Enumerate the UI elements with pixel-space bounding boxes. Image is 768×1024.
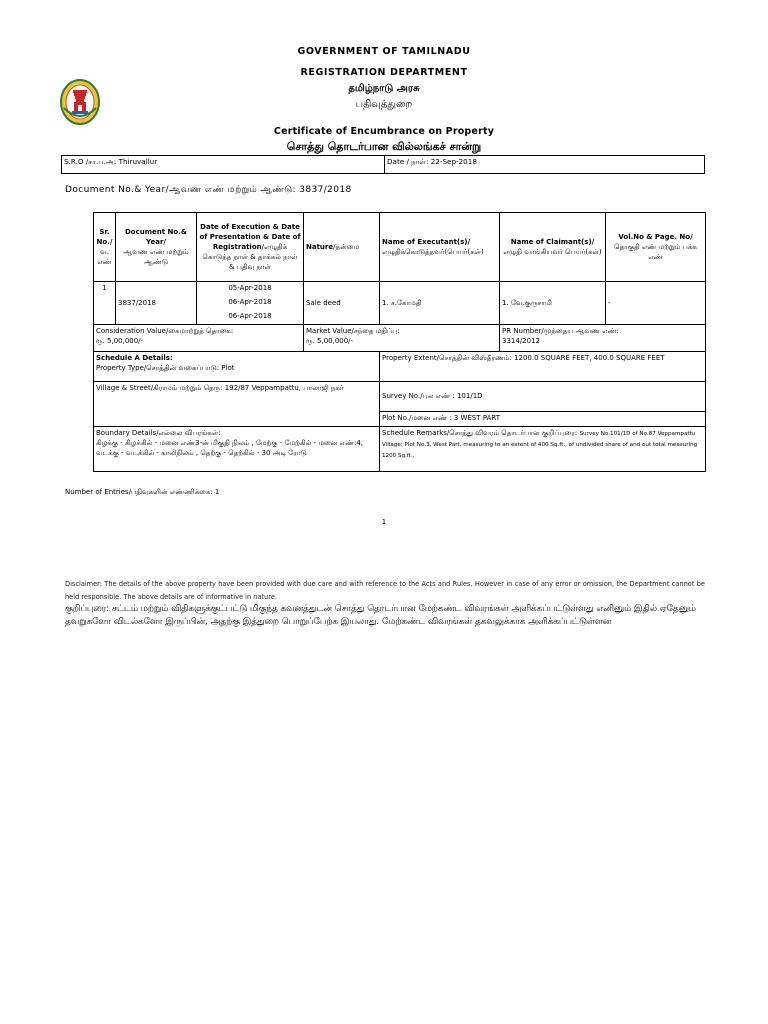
values-row: [94, 325, 706, 352]
plot-number: Plot No./மனை எண் : 3 WEST PART: [380, 411, 706, 426]
department-title: REGISTRATION DEPARTMENT: [300, 67, 468, 78]
presentation-date: 06-Apr-2018: [228, 298, 272, 306]
row-dates: [197, 282, 304, 325]
department-title-tamil: பதிவுத்துறை: [355, 99, 413, 110]
table-row: [94, 282, 706, 325]
registration-date: 06-Apr-2018: [228, 312, 272, 320]
schedule-property-type: Schedule A Details: Property Type/சொத்தின் வகைப்பாடு: Plot: [94, 352, 380, 382]
header-document-no: Document No.& Year/ ஆவண எண் மற்றும் ஆண்டு: [116, 213, 197, 282]
consideration-value: Consideration Value/கைமாற்றுத் தொகை: ரூ. 5,00,000/-: [94, 325, 304, 352]
header-sr-no: Sr. No./ வ. எண்: [94, 213, 116, 282]
certificate-title: Certificate of Encumbrance on Property: [273, 126, 495, 137]
table-header-row: [94, 213, 706, 282]
survey-number: Survey No./புல எண் : 101/1D: [380, 382, 706, 412]
sro-date-table: [61, 155, 705, 174]
row-executant: 1. ச.கோமதி: [380, 282, 500, 325]
schedule-row-2: [94, 382, 706, 412]
row-claimant: 1. வே.குருசாமி: [500, 282, 606, 325]
government-title: GOVERNMENT OF TAMILNADU: [297, 46, 471, 57]
header-claimant: Name of Claimant(s)/ எழுதி வாங்கியவர் பெயர்(கள்): [500, 213, 606, 282]
schedule-remarks: Schedule Remarks/சொத்து விவரம் தொடர்பான குறிப்புரை: Survey No.101/1D of No.87 Veppampattu Village; Plot No.3, West Part, measuring to an extent of 400 Sq.ft., of undivided share of and out total measuring 1200 Sq.ft.,: [380, 427, 706, 472]
government-title-tamil: தமிழ்நாடு அரசு: [348, 83, 420, 94]
encumbrance-table: [93, 212, 706, 472]
page-number: 1: [381, 518, 387, 526]
date-label: Date / நாள்: 22-Sep-2018: [385, 156, 705, 174]
document-number: Document No.& Year/ஆவண எண் மற்றும் ஆண்டு: 3837/2018: [65, 185, 352, 195]
sro-label: S.R.O /சா.ப.அ: Thiruvallur: [62, 156, 385, 174]
number-of-entries: Number of Entries/பதிவுகளின் எண்ணிக்கை: 1: [65, 488, 220, 496]
village-street: Village & Street/கிராமம் மற்றும் தெரு: 192/87 Veppampattu, பாலாஜி நகர்: [94, 382, 380, 427]
schedule-row-4: [94, 427, 706, 472]
market-value: Market Value/சந்தை மதிப்பு: ரூ. 5,00,000/-: [304, 325, 500, 352]
row-sr-no: 1: [94, 282, 116, 325]
schedule-row-1: [94, 352, 706, 382]
header-dates: Date of Execution & Date of Presentation & Date of Registration/எழுதிக் கொடுத்த நாள் & தாக்கல் நாள் & பதிவு நாள்: [197, 213, 304, 282]
header-volume-page: Vol.No & Page. No/ தொகுதி எண் மற்றும் பக்க எண்: [606, 213, 706, 282]
boundary-details: Boundary Details/எல்லை விபரங்கள்: கிழக்கு - கிழக்கில் - மனை எண்3-ன் மிகுதி நிலம் , மேற்கு - மேற்கில் - மனை எண்:4, வடக்கு - வடக்கில் - காலிநிலம் , தெற்கு - தெற்கில் - 30 அடி ரோடு: [94, 427, 380, 472]
property-extent: Property Extent/சொத்தின் விஸ்தீரணம்: 1200.0 SQUARE FEET, 400.0 SQUARE FEET: [380, 352, 706, 382]
pr-number: PR Number/முந்தைய ஆவண எண்: 3314/2012: [500, 325, 706, 352]
certificate-title-tamil: சொத்து தொடர்பான வில்லங்கச் சான்று: [286, 140, 482, 153]
row-document-no: 3837/2018: [116, 282, 197, 325]
row-nature: Sale deed: [304, 282, 380, 325]
header-nature: Nature/தன்மை: [304, 213, 380, 282]
disclaimer-english: Disclaimer: The details of the above property have been provided with due care and with reference to the Acts and Rules. However in case of any error or omission, the Department cannot be held responsible. The above details are of informative in nature.: [65, 580, 705, 601]
execution-date: 05-Apr-2018: [228, 284, 272, 292]
row-volume-page: -: [606, 282, 706, 325]
disclaimer-tamil: குறிப்புரை: சட்டம் மற்றும் விதிகளுக்குட்பட்டு மிகுந்த கவனத்துடன் சொத்து தொடர்பான மேற்கண்ட விவரங்கள் அளிக்கப்பட்டுள்ளது எனினும் இதில் ஏதேனும் தவறுகளோ விடல்களோ இருப்பின், அதற்கு இத்துறை பொறுப்பேற்க இயலாது. மேற்கண்ட விவரங்கள் தகவலுக்காக அளிக்கப்பட்டுள்ளன: [65, 604, 696, 627]
header-executant: Name of Executant(s)/ எழுதிக்கொடுத்தவர்(பெயர்(கள்): [380, 213, 500, 282]
